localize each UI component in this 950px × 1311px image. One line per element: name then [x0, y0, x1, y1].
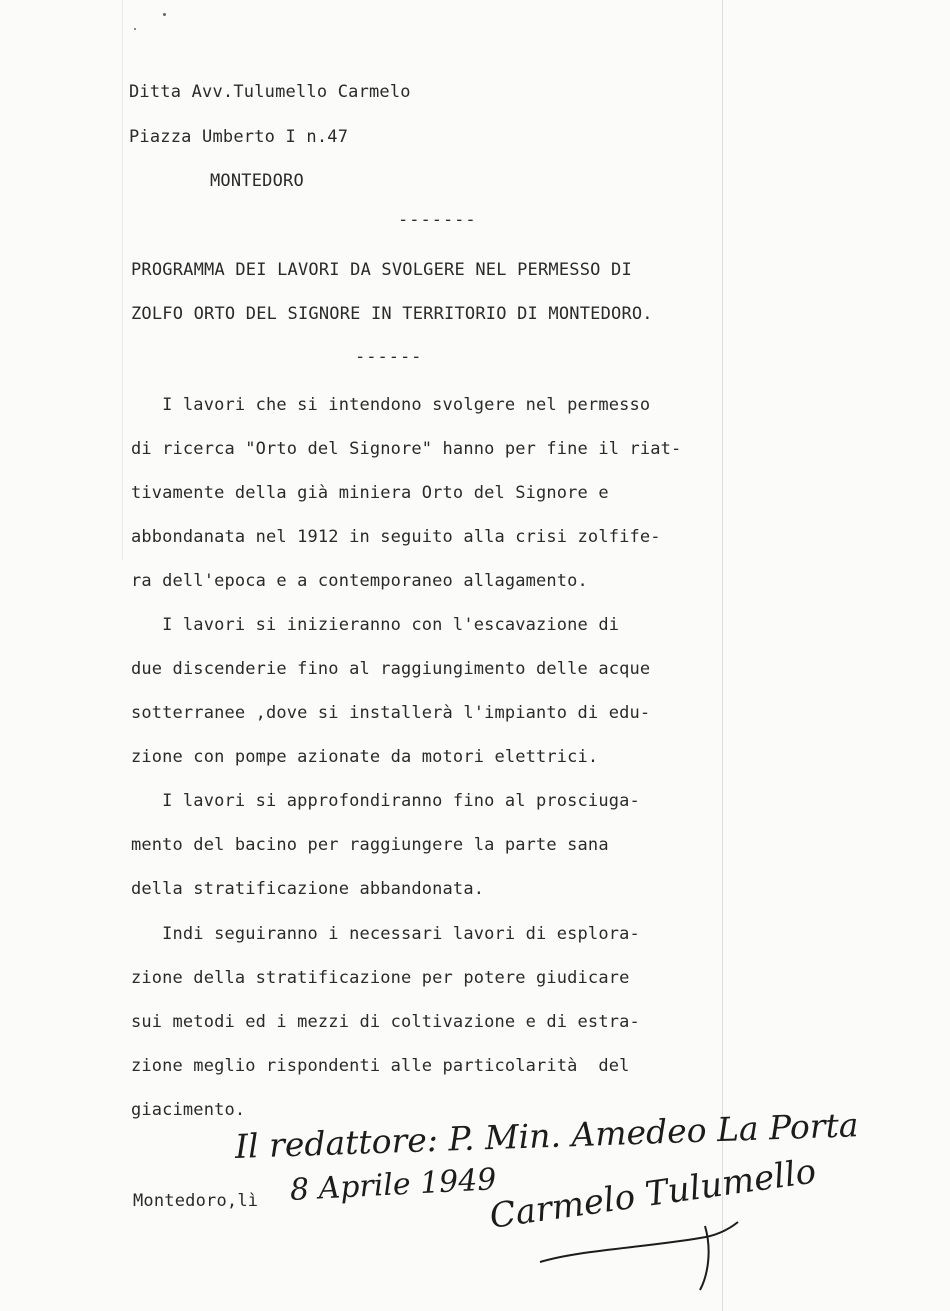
document-title-line-2: ZOLFO ORTO DEL SIGNORE IN TERRITORIO DI MONTEDORO.	[131, 304, 653, 324]
body-line: zione meglio rispondenti alle particolarità del	[131, 1056, 630, 1076]
body-line: mento del bacino per raggiungere la parte sana	[131, 835, 609, 855]
addressee-town: MONTEDORO	[210, 171, 304, 191]
body-line: abbondanata nel 1912 in seguito alla crisi zolfife-	[131, 527, 661, 547]
body-line: Indi seguiranno i necessari lavori di esplora-	[131, 924, 640, 944]
body-line: di ricerca "Orto del Signore" hanno per fine il riat-	[131, 439, 682, 459]
body-line: I lavori si inizieranno con l'escavazione di	[131, 615, 620, 635]
body-line: tivamente della già miniera Orto del Signore e	[131, 483, 609, 503]
body-line: della stratificazione abbandonata.	[131, 879, 485, 899]
body-line: ra dell'epoca e a contemporaneo allagamento.	[131, 571, 588, 591]
owner-signature: Carmelo Tulumello	[487, 1151, 819, 1237]
addressee-address: Piazza Umberto I n.47	[129, 127, 349, 147]
body-line: due discenderie fino al raggiungimento delle acque	[131, 659, 651, 679]
body-line: I lavori si approfondiranno fino al prosciuga-	[131, 791, 640, 811]
handwritten-date: 8 Aprile 1949	[289, 1162, 498, 1208]
document-title-line-1: PROGRAMMA DEI LAVORI DA SVOLGERE NEL PERMESSO DI	[131, 260, 632, 280]
body-line: sui metodi ed i mezzi di coltivazione e di estra-	[131, 1012, 640, 1032]
separator-top: -------	[398, 210, 477, 230]
drafter-signature: Il redattore: P. Min. Amedeo La Porta	[234, 1105, 860, 1166]
body-line: zione con pompe azionate da motori elettrici.	[131, 747, 599, 767]
body-line: I lavori che si intendono svolgere nel permesso	[131, 395, 651, 415]
body-line: giacimento.	[131, 1100, 246, 1120]
separator-bottom: ------	[355, 347, 423, 367]
addressee-name: Ditta Avv.Tulumello Carmelo	[129, 82, 411, 102]
body-line: sotterranee ,dove si installerà l'impianto di edu-	[131, 703, 651, 723]
body-line: zione della stratificazione per potere giudicare	[131, 968, 630, 988]
place-date-label: Montedoro,lì	[133, 1191, 259, 1211]
